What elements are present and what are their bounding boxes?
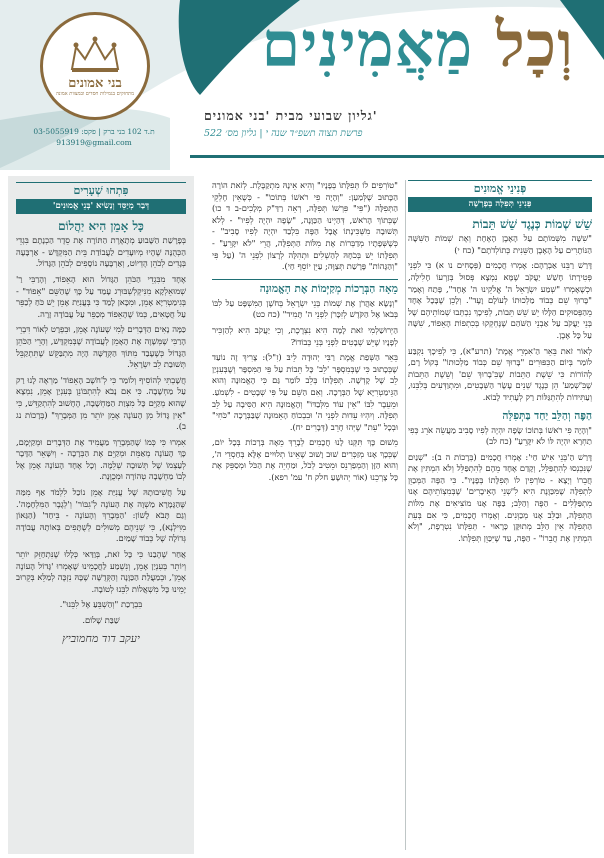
masthead-title [194, 8, 574, 81]
logo [40, 12, 150, 120]
paragraph: כַּמָּה נָאִים הַדְּבָרִים לְמִי שֶׁעוֹנֶה אָמֵן, וּבִפְרָט לְאוֹר דִּבְרֵי הָרַבִּי שֶׁמְּשָׁוֶה אֶת הָאָמֵן לְעֲבוֹדָה שֶׁבְּמִקְדָּשׁ, וְהָרֵי הַכֹּהֵן הַגָּדוֹל כְּשֶׁעָבַד מִתּוֹךְ הַקְּדֻשָּׁה הָיָה מִתְבַּקֵּשׁ שֶׁתִּתְקַבֵּל תְּשׁוּבַת לֵב יִשְׂרָאֵל. [16, 324, 186, 370]
section-bar-pninei: פְּנִינֵי תְּפִלָּה בְּפָרָשָׁה [408, 197, 592, 213]
paragraph: מֵשׁוּם כָּךְ תִּקְּנוּ לָנוּ חֲכָמִים לְבָרֵךְ מֵאָה בְּרָכוֹת בְּכָל יוֹם, שֶׁבְּכָךְ אָנוּ מְזַכְּרִים שׁוּב וָשׁוּב שֶׁאֵינוֹ תְלוּיִים אֶלָּא בְּחַסְדֵי ה', וְהוּא הַזָּן וְהַמְפַרְנֵס וּמֵטִיב לְכֹל, וּמַחְיֵה אֶת הַכֹּל וּמְסַפֵּק אֶת כָּל צָרְכֵנוּ (אוֹר יְהוּשָׁעַ חלק ח' עמ' רפא). [212, 437, 398, 483]
contact-address: ת.ד 102 בני ברק | פקס: 03-5055919 [33, 127, 155, 136]
paragraph: הַיְרוּשַׁלְמִי זֹאת לָמָה הִיא נִצְרֶכֶת, וְכִי יַעֲקֹב הִיא לְהַזְכִּיר לְפָנָיו שֶׁיֵּשׁ שְׁבָטִים לִפְנֵי בְּנֵי כְּבוֹדוֹ? [212, 324, 398, 347]
paragraph: בִּבְרָכַת "וְהַשְׁבֵּעַ אֶל לִבֵּנוּ". [59, 599, 143, 610]
paragraph: "טוֹרְפִים לוֹ תְּפִלָּתוֹ בְּפָנָיו" וְהִיא אֵינָהּ מִתְקַבֶּלֶת. לְזֹאת הוֹרָה הַכָּתוּב שֶׁלְּמַעַן: "וְהָיָה פִי רֹאשׁוֹ בְּתוֹכוֹ" - כְּשֶׁאֵין חֶלְקֵי הַתְּפִלָּה ("פִּי" פִּרְשׁוֹ תְּפִלָּה, רְאֵה רַדַּ"ק מְלָכִים-ב ד כו) שֶׁבְּתוֹךְ הָרֹאשׁ, דְּהַיְינוּ הַכַּוָּנָה, "שָׂפָה יִהְיֶה לְפִיו" - לְלֹא תְּשׁוּבָה מִשְּׁכִּינָתוֹ אֲבָל הַפֶּה בִּלְבַד יִהְיֶה לְפִיו סָבִיב" - כְּשֶׁשְּׁפָתָיו מְדַבְּרוֹת אֶת מִלּוֹת הַתְּפִלָּה, הֲרֵי "לֹא יִקָּרֵעַ" - תְּפִלָּתוֹ יֵשׁ בְּכֹחָהּ לְהַשְׁלִים וּתְהִלָּה לְרָצוֹן לִפְנֵי ה' (עַל פִּי "וְהַגָּהוֹת" פָּרָשַׁת תְּצַוֶּה; עַיֵּן יוֹסֵף חַי). [212, 180, 398, 272]
paragraph: עַל חֲשִׁיבוּתָהּ שֶׁל עֲנִיַּת אָמֵן נוֹכַל לִלְמֹד אַף מִמַּה שֶּׁהַגָּמָרָא מַשְׁוָה אֶת הָעוֹנֶה לְ'גִבּוֹר' וְ'לְגֶבֶר הַמִּלְחָמָה'. וְגַם תָּבֹא לָשׁוֹן: 'הַמְּבָרֵךְ וְהָעוֹנֶה - בֵּיחַד' (הַגַּאוֹן מִוִּילְנָא), כִּי שְׁנֵיהֶם מְשׁוּלִים לְשֻׁתָּפִים בְּאוֹתָהּ עֲבוֹדָה גְּדוֹלָה שֶׁל כְּבוֹד שָׁמַיִם. [16, 487, 186, 544]
paragraph: לְאוֹר זֹאת בֵּאֵר הַ'אִמְרֵי אֱמֶת' (תרע"א), כִּי לְפִיכָךְ נִקְבַּע לוֹמַר בְּיוֹם הַכִּפּוּרִים "בָּרוּךְ שֵׁם כְּבוֹד מַלְכוּתוֹ" בְּקוֹל רָם, לְהוֹרוֹת כִּי שֵׁשֶׁת הַתֵּבוֹת שֶׁבִּ'בָרוּךְ שֵׁם' וְשֵׁשֶׁת הַתֵּבוֹת שֶׁבִּ'שְׁמַע' הֵן כְּנֶגֶד שְׁנֵים עָשָׂר הַשְּׁבָטִים, וּמִתְוַדְּעִים בְּלִבֵּנוּ, וְעַתִּידוֹת לְהִתְגַּלּוֹת רַק לְעָתִיד לָבוֹא. [408, 345, 592, 402]
paragraph: דָּרַשׁ רַבֵּנוּ אַבְרָהָם: אָמְרוּ חֲכָמִים (פְּסָחִים נו א) כִּי לִפְנֵי פְּטִירָתוֹ חָשַׁשׁ יַעֲקֹב שֶׁמָּא נִמְצָא פְּסוּל בְּזַרְעוֹ חָלִילָה, וּכְשֶׁאָמְרוּ "שְׁמַע יִשְׂרָאֵל ה' אֱלֹקֵינוּ ה' אֶחָד", פָּתַח וְאָמַר "בָּרוּךְ שֵׁם כְּבוֹד מַלְכוּתוֹ לְעוֹלָם וָעֶד". וְלָכֵן שֶׁבָּכָל אֶחָד מֵהַפְּסוּקִים הַלָּלוּ יֵשׁ שֵׁשׁ תֵּבוֹת, לְפִיכָךְ נִכְתְּבוּ שְׁמוֹתֵיהֶם שֶׁל בְּנֵי יַעֲקֹב עַל אַבְנֵי הַשֹּׁהַם שֶׁנֶּחְקְקוּ בְּכִתְפוֹת הָאֵפוֹד, שִׁשָּׁה עַל כָּל אֶבֶן. [408, 260, 592, 340]
masthead-word-2: מַאֲמִינִים [261, 8, 474, 81]
article-heading: שֵׁשׁ שְׁמוֹת כְּנֶגֶד שֵׁשׁ תֵּבוֹת [472, 217, 592, 232]
paragraph: אֶחָד מִבִּגְדֵי הַכֹּהֵן הַגָּדוֹל הוּא הָאֵפוֹד, וְהָרַבִּי רַ' שְׁמוּאֵלְקָא מִנִּיקְלְשְׁבּוּרְג עָמַד עַל כָּךְ שֶׁהַשֵּׁם "אֵפוֹד" - בְּגִימַטְרִיָּא אָמֵן, וּמִכָּאן לָמַד כִּי בְּעֲנִיַּת אָמֵן יֵשׁ כֹּחַ לְכַפֵּר עַל חֲטָאִים, כְּמוֹ שֶׁהָאֵפוֹד מְכַפֵּר עַל עֲבוֹדָה זָרָה. [16, 273, 186, 319]
contact-info [14, 126, 174, 148]
section-bar-pitchu: דְּבַר מְיַסֵּד וְנָשִׂיא 'בְּנֵי אֱמוּנִים' [16, 199, 186, 215]
paragraph: דָּרַשׁ הַ'בְּנֵי אִישׁ חַי': אָמְרוּ חֲכָמִים (בְּרָכוֹת ה ב): "שְׁנַיִם שֶׁנִּכְנְסוּ לְהִתְפַּלֵּל, וְקָדַם אֶחָד מֵהֶם לְהִתְפַּלֵּל וְלֹא הִמְתִּין אֶת חֲבֵרוֹ וְיָצָא - טוֹרְפִין לוֹ תְּפִלָּתוֹ בְּפָנָיו". כִּי הַפֶּה הַמְּכַוֵּן לִתְפִלָּה שֶׁמִּכַּוֶּנֶת הִיא לִ'שְׁנֵי הָאֵיבָרִים' שֶׁבְּמִצְוֹתֵיהֶם אָנוּ מִתְפַּלְּלִים - הַפֶּה וְהַלֵּב; בַּפֶּה אָנוּ מוֹצִיאִים אֶת מִלּוֹת הַתְּפִלָּה, וּבַלֵּב אָנוּ מְכַוְּנִים. וְאָמְרוּ חֲכָמִים, כִּי אִם בְּעֵת הַתְּפִלָּה אֵין הַלֵּב מְתוּקָּן כָּרָאוּי - תְּפִלָּתוֹ נִטְרֶפֶת, "וְלֹא הִמְתִּין אֶת חֲבֵרוֹ" - הַפֶּה, עַד שֶׁיִּכַּוֵּן תְּפִלָּתוֹ. [408, 451, 592, 543]
article-heading: כָּל אָמֵן הִיא יַהֲלוֹם [58, 219, 144, 234]
column-right [408, 180, 592, 548]
masthead [194, 8, 574, 81]
masthead-word-1: וְכָל [495, 8, 574, 81]
column-divider-right [405, 180, 406, 850]
paragraph: "וְהָיָה פִי רֹאשׁוֹ בְּתוֹכוֹ שָׂפָה יִהְיֶה לְפִיו סָבִיב מַעֲשֵׂה אֹרֵג כְּפִי תַחְרָא יִהְיֶה לּוֹ לֹא יִקָּרֵעַ" (כח לב) [408, 424, 592, 447]
article-heading: מֵאָה הַבְּרָכוֹת מְקַיְּמוֹת אֶת הָאֱמוּנָה [212, 279, 398, 295]
crown-icon [68, 35, 122, 75]
masthead-subtitle: גליון שבועי מבית 'בני אמונים' [204, 108, 378, 123]
header [0, 0, 604, 170]
issue-line: פרשת תצוה תשפ״ד שנה י | גליון מס׳ 522 [204, 128, 363, 139]
paragraph: בְּפָרָשַׁת הַשָּׁבוּעַ מְתָאֶרֶת הַתּוֹרָה אֶת סֵדֶר הַכְנָתָם בִּגְדֵי הַכְּהֻנָּה שֶׁהָיוּ מְיוּעָדִים לַעֲבוֹדַת בֵּית הַמִּקְדָּשׁ - אַרְבָּעָה בְּגָדִים לְכֹהֵן הֶדְיוֹט, וְאַרְבָּעָה נוֹסָפִים לְכֹהֵן הַגָּדוֹל. [16, 235, 186, 269]
paragraph: אִמְרוּ כִּי כְּמוֹ שֶׁהַמְּבָרֵךְ מַעֲמִיד אֶת הַדְּבָרִים וּמְקַיְּמָם, כָּךְ הָעוֹנֶה מְאַמֵּת וּמְקַיֵּם אֶת הַבְּרָכָה - וְיִשָּׁאֵר הַדָּבָר לְעַצְמוֹ שֶׁל תְּשׁוּבָה שְׁלֵמָה. וְכָל אֶחָד הָעוֹנֶה אָמֵן אֶל לְבוֹ מַחְשָׁבָה טְהוֹרָה וּמְכֻוֶּנֶת. [16, 436, 186, 482]
section-title-pitchu: פִּתְחוּ שְׁעָרִים [16, 182, 186, 197]
paragraph: בֵּאֵר הַשְּׁפַת אֱמֶת רַבִּי יְהוּדָה לֵיבּ (זִ"ל): צָרִיךְ זֶה נוֹעַד שֶׁבְּכָתוּב כִּי שֶׁבְּמִסְפָּר 'לֵב' כָּל תֵּבוֹת עַל פִּי הַמִּסְפָּר וְשֶׁבְּעִנְיַן לֵב שֶׁל קָדְשָׁה. תְּפִלָּתוֹ בְּלֵב לוֹמַר גַּם כִּי הָאֱמוּנָה וְהוּא הַגֵּימַטְרִיָּא שֶׁל הַבְּרָכָה. וְאִם הַשֵּׁם עַל פִּי שְׁבָטִים - לִשְׁמֹעַ. וּמֵעֵבֶר לִבּוֹ "אֵין עוֹד מִלְּבַדּוֹ" וְהָאֱמוּנָה הִיא הַסִּיבָה עַל לֵב תְּפִלָּה. וְיִהְיוּ עֵדוּת לִפְנֵי ה' וּבִבְכוֹחַ הָאֵמוּנָה שֶׁבַּבְּרָכָה "כֹּחִי" וּבְכָל "עֵת" שֶׁיְּהוּ חָרֵב (דְּבָרִים יח). [212, 352, 398, 432]
signature: יעקב דוד מחמוביץ [62, 631, 140, 645]
column-middle [212, 180, 398, 488]
contact-email: 913919@gmail.com [56, 138, 132, 147]
logo-subtitle: מתחזקים בגמילות חסדים ובמצוות אמונה [55, 91, 135, 97]
paragraph: "וְנָשָׂא אַהֲרֹן אֶת שְׁמוֹת בְּנֵי יִשְׂרָאֵל בְּחֹשֶׁן הַמִּשְׁפָּט עַל לִבּוֹ בְּבֹאוֹ אֶל הַקֹּדֶשׁ לְזִכָּרֹן לִפְנֵי ה' תָּמִיד" (כח כט) [212, 297, 398, 320]
article-heading: הַפֶּה וְהַלֵּב יַחַד בַּתְּפִלָּה [502, 409, 592, 422]
closing-greeting: שַׁבַּת שָׁלוֹם. [82, 615, 120, 625]
paragraph: חֲשָׁבְתִּי לְהוֹסִיף וְלוֹמַר כִּי לְ'חֹשֶׁב הָאֵפוֹד' מַרְאֶה לָנוּ רַק עַל מַחְשָׁבָה. כִּי אִם נָבֹא לְהִתְבּוֹנֵן בְּעִנְיַן אָמֵן, נִמְצָא שֶׁהוּא מְקַיֵּם כָּל מִצְוַת הַמַּחְשָׁבָה, הֶחָשׁוּב לְהִתְקַדֵּשׁ, כִּי "אֵין גָּדוֹל מִן הָעוֹנֶה אָמֵן יוֹתֵר מִן הַמְּבָרֵךְ" (בְּרָכוֹת נג ב). [16, 374, 186, 432]
column-left-panel [8, 176, 194, 854]
section-title-pninei: פְּנִינֵי אֱמוּנִים [408, 180, 592, 195]
paragraph: אֲחַר שֶׁהֶבַנוּ כִּי כָּל זֹאת, בְּוַדַּאי כְּלָלוּ שֶׁנִּתְחַזֵּק יוֹתֵר וְיוֹתֵר בְּעִנְיַן אָמֵן, וְנִשְׁמַע לַחֲכָמֵינוּ שֶׁאָמְרוּ 'גָּדוֹל הָעוֹנֶה אָמֵן', וּבְמַעֲלַת הַכַּוָּנָה וְהַקְּדֻשָּׁה שֶׁבָּהּ נִזְכֶּה לְמַלֵּא בְּקֵרוּב יָמֵינוּ כָּל מִשְׁאֲלוֹת לִבֵּנוּ לְטוֹבָה. [16, 549, 186, 594]
logo-name: בני אמונים [68, 76, 122, 91]
paragraph: "שִׁשָּׁה מִשְּׁמוֹתָם עַל הָאֶבֶן הָאֶחָת וְאֶת שְׁמוֹת הַשִּׁשָּׁה הַנּוֹתָרִים עַל הָאֶבֶן הַשֵּׁנִית כְּתוֹלְדֹתָם" (כח י) [408, 233, 592, 255]
